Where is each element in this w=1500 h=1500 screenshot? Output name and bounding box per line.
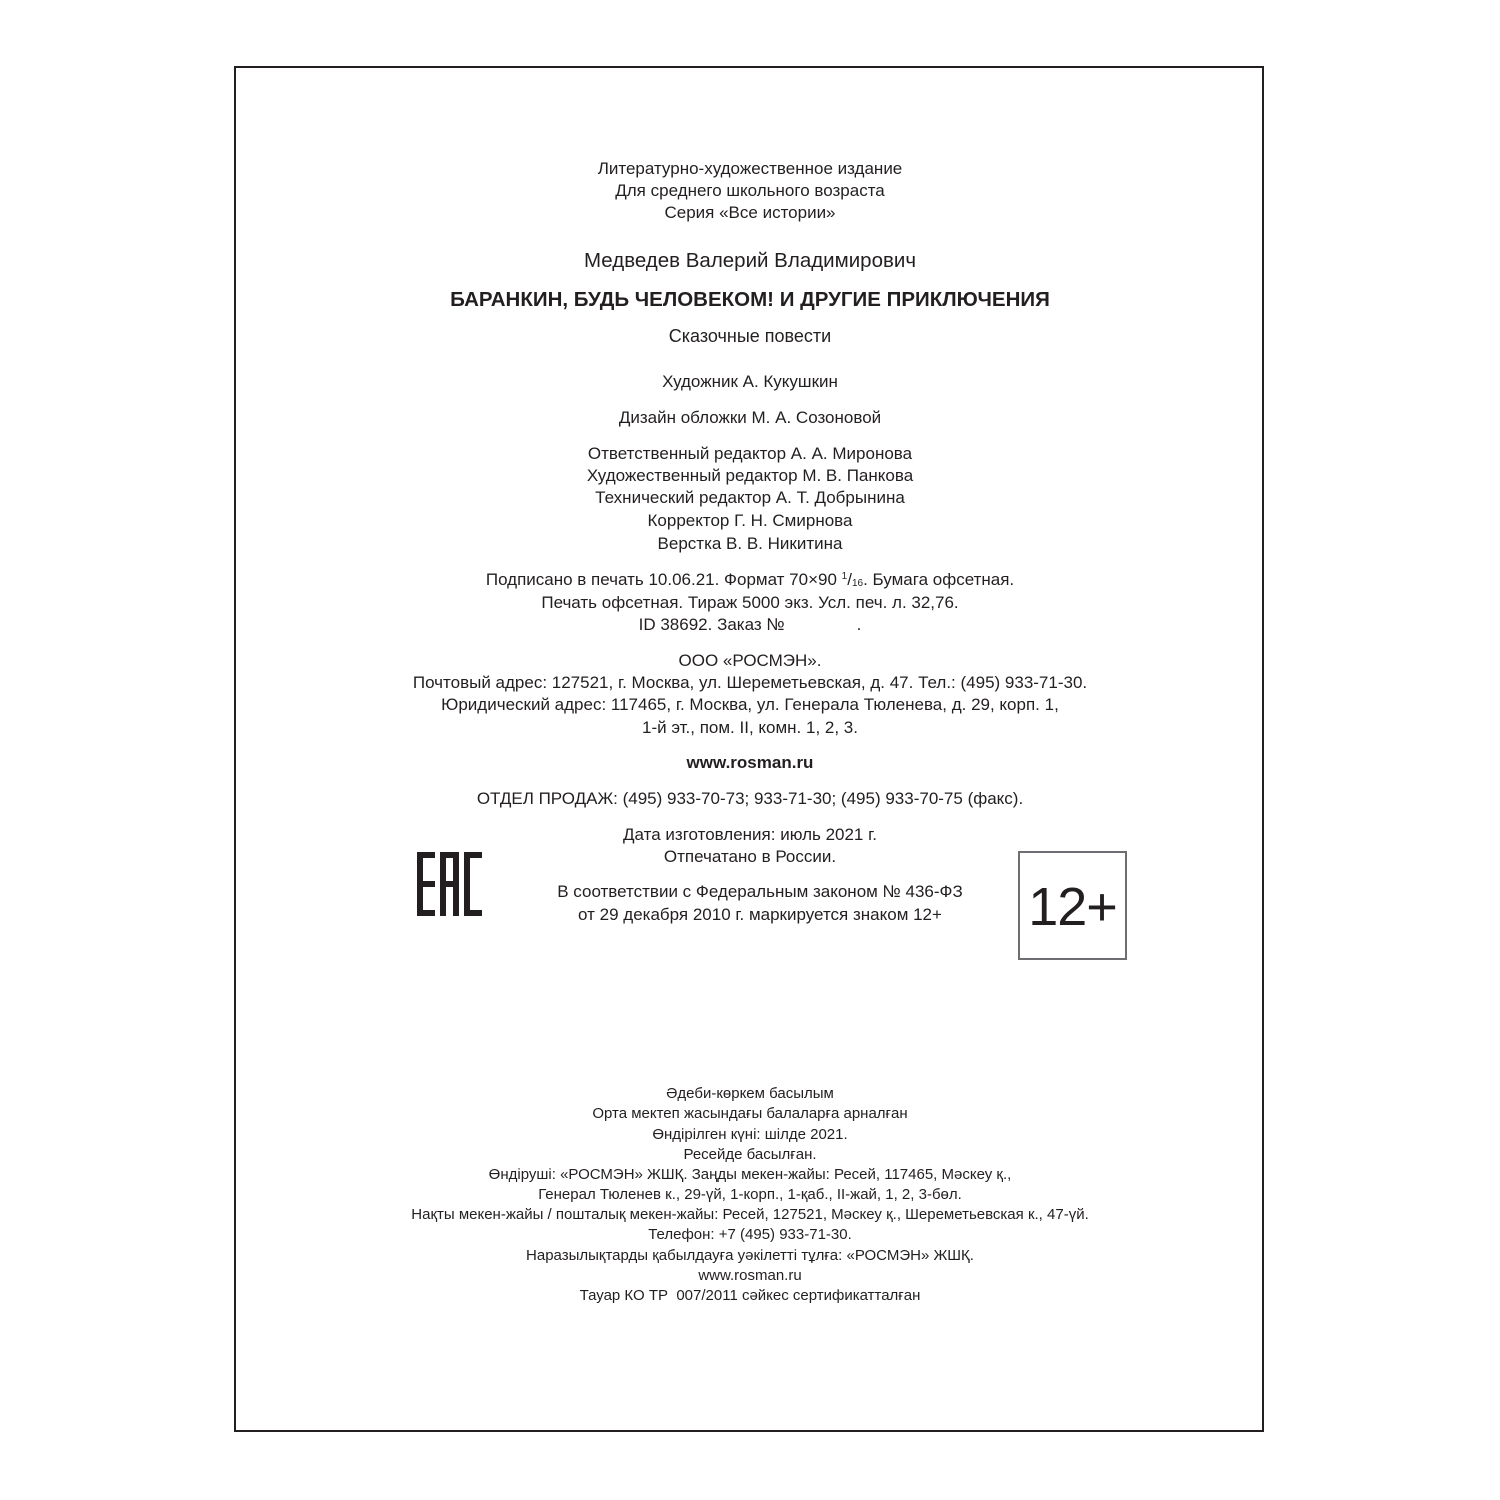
age-law-notice: В соответствии с Федеральным законом № 436-ФЗ xyxy=(557,882,963,901)
edition-type: Литературно-художественное издание xyxy=(597,159,903,178)
kazakh-website-link[interactable]: www.rosman.ru xyxy=(698,1267,802,1284)
staff-line: Корректор Г. Н. Смирнова xyxy=(647,511,853,530)
manufacture-date: Дата изготовления: июль 2021 г. xyxy=(623,825,877,844)
order-id xyxy=(0,616,1500,633)
age-rating-badge xyxy=(1018,851,1127,960)
book-title: БАРАНКИН, БУДЬ ЧЕЛОВЕКОМ! И ДРУГИЕ ПРИКЛЮЧЕНИЯ xyxy=(450,288,1050,311)
age-law-notice-cont: от 29 декабря 2010 г. маркируется знаком 12+ xyxy=(578,905,942,924)
legal-address-cont: 1-й эт., пом. II, комн. 1, 2, 3. xyxy=(642,718,858,737)
audience: Для среднего школьного возраста xyxy=(615,181,885,200)
staff-line: Верстка В. В. Никитина xyxy=(657,534,843,553)
format-fraction-denominator: 16 xyxy=(851,578,864,589)
format-fraction-numerator: 1 xyxy=(841,571,848,582)
kazakh-line: Генерал Тюленев к., 29-үй, 1-корп., 1-қаб., II-жай, 1, 2, 3-бөл. xyxy=(538,1186,962,1203)
illustrator: Художник А. Кукушкин xyxy=(662,372,838,391)
order-id-text: ID 38692. Заказ № xyxy=(638,615,785,634)
staff-line: Технический редактор А. Т. Добрынина xyxy=(595,488,905,507)
postal-address: Почтовый адрес: 127521, г. Москва, ул. Шереметьевская, д. 47. Тел.: (495) 933-71-30. xyxy=(412,673,1088,692)
sales-department: ОТДЕЛ ПРОДАЖ: (495) 933-70-73; 933-71-30; (495) 933-70-75 (факс). xyxy=(476,789,1024,808)
kazakh-line: Әдеби-көркем басылым xyxy=(666,1085,834,1102)
cover-design: Дизайн обложки М. А. Созоновой xyxy=(618,408,882,427)
staff-line: Художественный редактор М. В. Панкова xyxy=(586,466,914,485)
age-rating-text: 12+ xyxy=(1028,876,1117,937)
format-fraction-slash: / xyxy=(847,570,852,589)
kazakh-line: Нақты мекен-жайы / пошталық мекен-жайы: Ресей, 127521, Мәскеу қ., Шереметьевская к., 47-үй. xyxy=(411,1206,1089,1223)
website-link[interactable]: www.rosman.ru xyxy=(686,753,814,772)
kazakh-line: Өндірілген күні: шілде 2021. xyxy=(652,1126,848,1143)
kazakh-line: Өндіруші: «РОСМЭН» ЖШҚ. Заңды мекен-жайы: Ресей, 117465, Мәскеу қ., xyxy=(488,1166,1012,1183)
print-signed-prefix: Подписано в печать 10.06.21. Формат 70×90 xyxy=(485,570,842,589)
legal-address: Юридический адрес: 117465, г. Москва, ул. Генерала Тюленева, д. 29, корп. 1, xyxy=(441,695,1059,714)
kazakh-line: Орта мектеп жасындағы балаларға арналған xyxy=(592,1105,908,1122)
kazakh-line: Тауар КО ТР 007/2011 сәйкес сертификатталған xyxy=(579,1287,921,1304)
kazakh-line: Наразылықтарды қабылдауға уәкілетті тұлға: «РОСМЭН» ЖШҚ. xyxy=(526,1247,974,1264)
staff-line: Ответственный редактор А. А. Миронова xyxy=(587,444,913,463)
author: Медведев Валерий Владимирович xyxy=(583,249,917,272)
print-signed xyxy=(0,571,1500,589)
eac-mark-icon xyxy=(415,852,485,916)
kazakh-line: Телефон: +7 (495) 933-71-30. xyxy=(648,1226,852,1243)
order-id-end: . xyxy=(856,615,862,634)
series: Серия «Все истории» xyxy=(664,203,836,222)
print-run: Печать офсетная. Тираж 5000 экз. Усл. печ. л. 32,76. xyxy=(541,593,959,612)
book-subtitle: Сказочные повести xyxy=(668,326,832,346)
kazakh-line: Ресейде басылған. xyxy=(683,1146,817,1163)
publisher-name: ООО «РОСМЭН». xyxy=(678,651,822,670)
printed-in: Отпечатано в России. xyxy=(663,847,837,866)
print-signed-suffix: . Бумага офсетная. xyxy=(863,570,1015,589)
